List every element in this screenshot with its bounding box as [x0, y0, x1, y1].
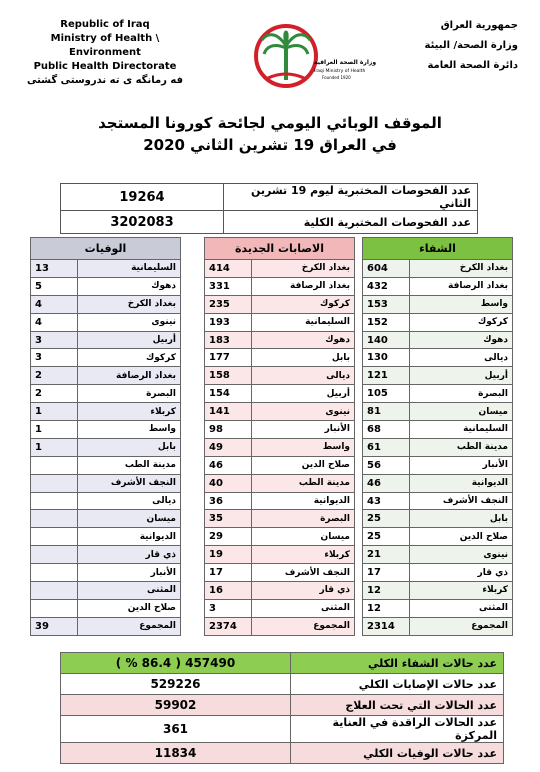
province-value: 13 [31, 260, 78, 278]
table-row [205, 510, 355, 528]
province-name: بابل [78, 438, 181, 456]
table-row [363, 277, 513, 295]
total-value: 2314 [363, 617, 410, 635]
province-name: المثنى [78, 582, 181, 600]
table-row [61, 184, 478, 211]
total-value: 39 [31, 617, 78, 635]
province-value: 3 [205, 599, 252, 617]
table-row [31, 421, 181, 439]
province-name: واسط [410, 295, 513, 313]
table-row [363, 438, 513, 456]
logo-text: Founded 1920 [322, 75, 351, 80]
table-row [31, 331, 181, 349]
summary-value: 361 [61, 716, 291, 743]
table-row [205, 277, 355, 295]
province-value: 46 [363, 474, 410, 492]
province-name: كركوك [252, 295, 355, 313]
table-row [363, 403, 513, 421]
province-name: الأنبار [410, 456, 513, 474]
tests-value: 3202083 [61, 211, 224, 234]
header-line: Republic of Iraq [60, 19, 150, 30]
province-value [31, 528, 78, 546]
province-name: بغداد الكرخ [252, 260, 355, 278]
province-value: 331 [205, 277, 252, 295]
province-value: 4 [31, 295, 78, 313]
province-value: 140 [363, 331, 410, 349]
province-value: 68 [363, 421, 410, 439]
total-row [205, 617, 355, 635]
province-name: الديوانية [252, 492, 355, 510]
province-value: 4 [31, 313, 78, 331]
summary-value: 59902 [61, 695, 291, 716]
province-value: 49 [205, 438, 252, 456]
province-name: السليمانية [252, 313, 355, 331]
table-row [363, 260, 513, 278]
header-line: دائرة الصحة العامة [427, 60, 518, 71]
table-row [363, 385, 513, 403]
table-header-row [205, 238, 355, 260]
province-value: 46 [205, 456, 252, 474]
table-row [31, 599, 181, 617]
province-value: 17 [205, 564, 252, 582]
table-row [31, 456, 181, 474]
table-row [205, 528, 355, 546]
table-row [363, 331, 513, 349]
province-name: المثنى [252, 599, 355, 617]
table-row [31, 582, 181, 600]
province-value [31, 546, 78, 564]
column-title: الوفيات [31, 238, 181, 260]
province-name: ديالى [252, 367, 355, 385]
table-row [31, 277, 181, 295]
province-name: النجف الأشرف [410, 492, 513, 510]
province-value: 98 [205, 421, 252, 439]
province-name: مدينة الطب [252, 474, 355, 492]
province-name: بغداد الكرخ [410, 260, 513, 278]
province-value: 17 [363, 564, 410, 582]
province-value: 414 [205, 260, 252, 278]
header-english [20, 18, 190, 88]
province-value: 43 [363, 492, 410, 510]
province-name: كركوك [78, 349, 181, 367]
summary-label: عدد الحالات الراقدة في العناية المركزة [291, 716, 504, 743]
province-value: 61 [363, 438, 410, 456]
summary-value: 529226 [61, 674, 291, 695]
total-label: المجموع [410, 617, 513, 635]
header-line: Public Health Directorate [33, 61, 177, 72]
table-row [363, 349, 513, 367]
province-name: بغداد الرصافة [78, 367, 181, 385]
summary-label: عدد الحالات التي تحت العلاج [291, 695, 504, 716]
province-value: 1 [31, 438, 78, 456]
table-row [363, 295, 513, 313]
table-row [205, 564, 355, 582]
province-name: بغداد الكرخ [78, 295, 181, 313]
province-name: الأنبار [252, 421, 355, 439]
province-name: كربلاء [78, 403, 181, 421]
header-line: وزارة الصحة/ البيئة [424, 40, 518, 51]
tests-label: عدد الفحوصات المختبرية ليوم 19 تشرين الثاني [224, 184, 478, 211]
column-title: الاصابات الجديدة [205, 238, 355, 260]
province-name: واسط [78, 421, 181, 439]
province-value: 183 [205, 331, 252, 349]
table-row [205, 456, 355, 474]
header-arabic [408, 16, 518, 76]
province-value: 105 [363, 385, 410, 403]
cumulative-summary-table [60, 652, 504, 764]
table-row [31, 385, 181, 403]
province-name: ديالى [410, 349, 513, 367]
table-row [31, 349, 181, 367]
province-name: النجف الأشرف [78, 474, 181, 492]
province-name: واسط [252, 438, 355, 456]
column-title: الشفاء [363, 238, 513, 260]
summary-label: عدد حالات الشفاء الكلي [291, 653, 504, 674]
province-name: دهوك [252, 331, 355, 349]
province-value: 604 [363, 260, 410, 278]
province-value: 81 [363, 403, 410, 421]
table-row [363, 421, 513, 439]
header-line: جمهورية العراق [440, 20, 518, 31]
province-value: 121 [363, 367, 410, 385]
province-name: دهوك [410, 331, 513, 349]
summary-row [61, 716, 504, 743]
province-value: 40 [205, 474, 252, 492]
province-name: ميسان [252, 528, 355, 546]
table-row [205, 582, 355, 600]
province-name: ميسان [410, 403, 513, 421]
table-row [31, 546, 181, 564]
deaths-table [30, 237, 181, 636]
province-value: 2 [31, 385, 78, 403]
province-value: 3 [31, 349, 78, 367]
province-name: ديالى [78, 492, 181, 510]
province-name: بابل [410, 510, 513, 528]
province-name: بغداد الرصافة [410, 277, 513, 295]
recovered-table [362, 237, 513, 636]
summary-value: 457490 ( 86.4 % ) [61, 653, 291, 674]
province-value: 56 [363, 456, 410, 474]
province-name: السليمانية [410, 421, 513, 439]
province-value: 36 [205, 492, 252, 510]
province-value: 3 [31, 331, 78, 349]
total-value: 2374 [205, 617, 252, 635]
province-name: صلاح الدين [252, 456, 355, 474]
province-value: 1 [31, 421, 78, 439]
province-value: 177 [205, 349, 252, 367]
table-row [31, 564, 181, 582]
table-row [31, 403, 181, 421]
header-line: Ministry of Health \ Environment [50, 33, 160, 58]
province-value: 35 [205, 510, 252, 528]
table-row [363, 456, 513, 474]
table-row [205, 438, 355, 456]
tests-label: عدد الفحوصات المختبرية الكلية [224, 211, 478, 234]
header-line: فه رمانگه ی ته ندروستی گشتی [26, 75, 184, 86]
table-row [205, 331, 355, 349]
deaths-body [31, 238, 181, 636]
total-row [363, 617, 513, 635]
province-value: 432 [363, 277, 410, 295]
summary-row [61, 674, 504, 695]
table-row [31, 295, 181, 313]
province-name: بابل [252, 349, 355, 367]
province-value [31, 510, 78, 528]
province-value: 152 [363, 313, 410, 331]
new-cases-table [204, 237, 355, 636]
table-row [363, 510, 513, 528]
table-row [31, 510, 181, 528]
logo-text: وزارة الصحة العراقية [314, 59, 377, 66]
province-value: 12 [363, 582, 410, 600]
province-name: صلاح الدين [410, 528, 513, 546]
table-row [205, 599, 355, 617]
total-label: المجموع [78, 617, 181, 635]
province-name: نينوى [252, 403, 355, 421]
summary-value: 11834 [61, 743, 291, 764]
table-row [205, 492, 355, 510]
title-line: الموقف الوبائي اليومي لجائحة كورونا المستجد [98, 114, 442, 132]
province-name: ذي قار [410, 564, 513, 582]
table-row [31, 367, 181, 385]
table-row [61, 211, 478, 234]
table-row [31, 313, 181, 331]
table-row [363, 528, 513, 546]
table-header-row [363, 238, 513, 260]
table-row [31, 492, 181, 510]
province-name: أربيل [78, 331, 181, 349]
province-value: 25 [363, 510, 410, 528]
province-name: الديوانية [410, 474, 513, 492]
summary-label: عدد حالات الإصابات الكلي [291, 674, 504, 695]
province-value: 153 [363, 295, 410, 313]
province-value: 158 [205, 367, 252, 385]
province-value: 141 [205, 403, 252, 421]
title-line: في العراق 19 تشرين الثاني 2020 [143, 136, 397, 154]
table-row [363, 492, 513, 510]
province-value [31, 582, 78, 600]
province-value: 2 [31, 367, 78, 385]
province-name: مدينة الطب [410, 438, 513, 456]
recovered-body [363, 238, 513, 636]
province-name: ميسان [78, 510, 181, 528]
table-row [205, 403, 355, 421]
province-value [31, 599, 78, 617]
province-value: 21 [363, 546, 410, 564]
table-row [205, 313, 355, 331]
province-name: البصرة [410, 385, 513, 403]
province-value: 154 [205, 385, 252, 403]
table-row [205, 385, 355, 403]
province-value: 12 [363, 599, 410, 617]
new-cases-body [205, 238, 355, 636]
province-name: السليمانية [78, 260, 181, 278]
province-value: 1 [31, 403, 78, 421]
table-row [31, 528, 181, 546]
province-name: البصرة [252, 510, 355, 528]
table-row [205, 260, 355, 278]
tests-value: 19264 [61, 184, 224, 211]
province-name: دهوك [78, 277, 181, 295]
summary-body [61, 653, 504, 764]
lab-tests-table [60, 183, 478, 234]
province-name: النجف الأشرف [252, 564, 355, 582]
logo-text: Iraqi Ministry of Health [314, 69, 366, 74]
province-value: 130 [363, 349, 410, 367]
province-name: نينوى [78, 313, 181, 331]
table-row [205, 421, 355, 439]
province-name: أربيل [410, 367, 513, 385]
table-row [363, 564, 513, 582]
province-name: المثنى [410, 599, 513, 617]
province-value: 16 [205, 582, 252, 600]
province-name: كركوك [410, 313, 513, 331]
province-value: 193 [205, 313, 252, 331]
province-value: 5 [31, 277, 78, 295]
province-value [31, 474, 78, 492]
summary-row [61, 743, 504, 764]
table-header-row [31, 238, 181, 260]
province-name: بغداد الرصافة [252, 277, 355, 295]
table-row [363, 582, 513, 600]
table-row [31, 474, 181, 492]
table-row [363, 474, 513, 492]
province-name: مدينة الطب [78, 456, 181, 474]
summary-label: عدد حالات الوفيات الكلي [291, 743, 504, 764]
province-value: 29 [205, 528, 252, 546]
table-row [205, 474, 355, 492]
table-row [31, 260, 181, 278]
summary-row [61, 695, 504, 716]
province-name: نينوى [410, 546, 513, 564]
table-row [205, 546, 355, 564]
table-row [31, 438, 181, 456]
province-name: ذي قار [78, 546, 181, 564]
province-name: أربيل [252, 385, 355, 403]
province-value [31, 456, 78, 474]
summary-row [61, 653, 504, 674]
report-title [60, 112, 480, 156]
province-name: الديوانية [78, 528, 181, 546]
province-name: البصرة [78, 385, 181, 403]
total-row [31, 617, 181, 635]
province-value: 25 [363, 528, 410, 546]
province-value: 19 [205, 546, 252, 564]
province-value [31, 564, 78, 582]
table-row [363, 599, 513, 617]
province-value: 235 [205, 295, 252, 313]
table-row [363, 367, 513, 385]
total-label: المجموع [252, 617, 355, 635]
table-row [205, 367, 355, 385]
province-name: ذي قار [252, 582, 355, 600]
province-value [31, 492, 78, 510]
table-row [363, 313, 513, 331]
province-name: صلاح الدين [78, 599, 181, 617]
table-row [205, 295, 355, 313]
province-name: كربلاء [410, 582, 513, 600]
table-row [205, 349, 355, 367]
ministry-logo [246, 20, 377, 100]
table-row [363, 546, 513, 564]
province-name: الأنبار [78, 564, 181, 582]
province-name: كربلاء [252, 546, 355, 564]
